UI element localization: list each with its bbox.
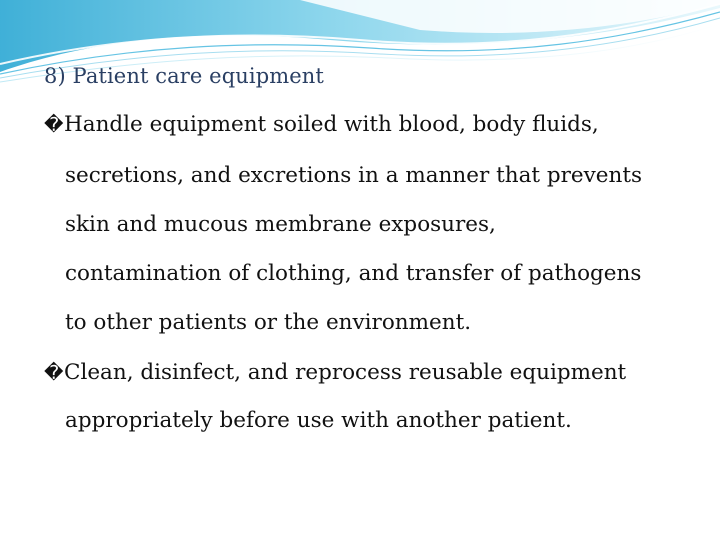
bullet-line: �Clean, disinfect, and reprocess reusable equipment (44, 360, 627, 385)
bullet-marker-icon: � (44, 362, 64, 384)
bullet-marker-icon: � (44, 114, 64, 136)
bullet-line: to other patients or the environment. (65, 310, 472, 335)
slide-title: 8) Patient care equipment (44, 64, 324, 88)
bullet-line: skin and mucous membrane exposures, (65, 212, 496, 237)
bullet-line: �Handle equipment soiled with blood, body fluids, (44, 112, 599, 137)
bullet-line: appropriately before use with another patient. (65, 408, 572, 433)
bullet-line: secretions, and excretions in a manner that prevents (65, 163, 643, 188)
bullet-line: contamination of clothing, and transfer of pathogens (65, 261, 642, 286)
